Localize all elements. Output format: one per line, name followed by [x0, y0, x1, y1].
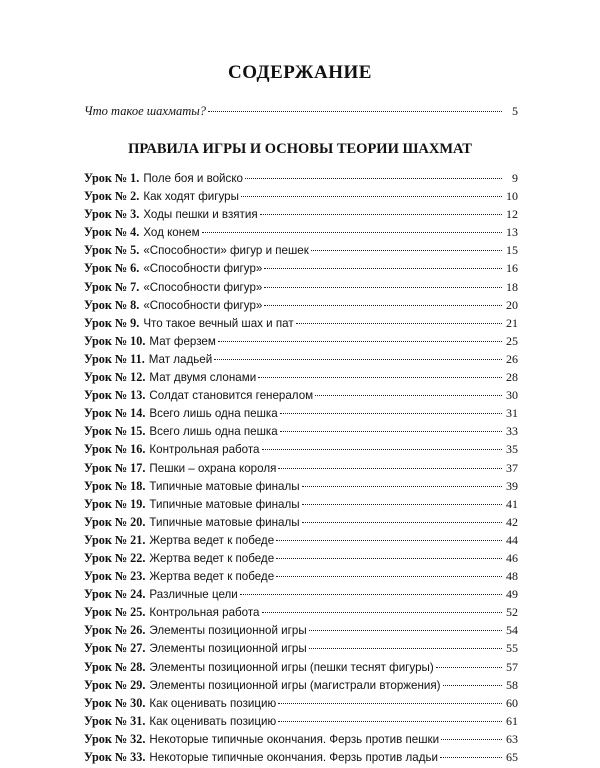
lesson-title: «Способности фигур»: [143, 298, 263, 312]
toc-entry[interactable]: [84, 352, 518, 370]
page-title: СОДЕРЖАНИЕ: [228, 62, 372, 83]
lesson-label: Урок № 18.: [84, 478, 146, 493]
dot-leader: [440, 757, 502, 758]
lesson-label: Урок № 5.: [84, 243, 140, 258]
lesson-title: Мат двумя слонами: [149, 371, 257, 385]
page-number: 52: [506, 605, 518, 620]
page-number: 39: [506, 478, 518, 493]
page-number: 48: [506, 569, 518, 584]
lesson-label: Урок № 7.: [84, 279, 140, 294]
toc-entry[interactable]: [84, 605, 518, 623]
toc-entry[interactable]: [84, 171, 518, 189]
page-number: 63: [506, 731, 518, 746]
lesson-title: Элементы позиционной игры: [149, 642, 307, 656]
page-number: 20: [506, 297, 518, 312]
lesson-label: Урок № 28.: [84, 659, 146, 674]
toc-entry[interactable]: [84, 551, 518, 569]
toc-entry[interactable]: [84, 497, 518, 515]
dot-leader: [315, 395, 502, 396]
dot-leader: [276, 558, 502, 559]
lesson-title: «Способности фигур»: [143, 262, 263, 276]
toc-entry[interactable]: [84, 261, 518, 279]
toc-entry[interactable]: [84, 370, 518, 388]
dot-leader: [218, 341, 502, 342]
toc-entry[interactable]: [84, 515, 518, 533]
lesson-label: Урок № 14.: [84, 406, 146, 421]
lesson-title: Элементы позиционной игры (магистрали вторжения): [149, 678, 441, 692]
lesson-title: Солдат становится генералом: [149, 389, 314, 403]
lesson-title: Ход конем: [143, 226, 200, 240]
lesson-title: Жертва ведет к победе: [149, 551, 275, 565]
lesson-title: Контрольная работа: [149, 606, 260, 620]
toc-entry[interactable]: [84, 714, 518, 732]
page-number: 55: [506, 641, 518, 656]
lesson-label: Урок № 10.: [84, 333, 146, 348]
lesson-label: Урок № 9.: [84, 315, 140, 330]
dot-leader: [278, 721, 502, 722]
page-number: 42: [506, 514, 518, 529]
dot-leader: [260, 214, 502, 215]
lesson-label: Урок № 31.: [84, 713, 146, 728]
dot-leader: [264, 287, 502, 288]
lesson-label: Урок № 24.: [84, 587, 146, 602]
toc-entry[interactable]: [84, 660, 518, 678]
dot-leader: [309, 648, 502, 649]
intro-entry-page: 5: [512, 104, 518, 118]
page-number: 21: [506, 315, 518, 330]
toc-entry[interactable]: [84, 316, 518, 334]
page-number: 60: [506, 695, 518, 710]
page-number: 41: [506, 496, 518, 511]
lesson-title: Некоторые типичные окончания. Ферзь против ладьи: [149, 751, 439, 764]
toc-entry[interactable]: [84, 750, 518, 768]
page-number: 16: [506, 261, 518, 276]
toc-entry[interactable]: [84, 189, 518, 207]
dot-leader: [436, 667, 502, 668]
lesson-label: Урок № 25.: [84, 605, 146, 620]
page-number: 33: [506, 424, 518, 439]
lesson-title: Различные цели: [149, 588, 238, 602]
page-number: 9: [512, 171, 518, 185]
toc-entry[interactable]: [84, 461, 518, 479]
toc-list: [84, 171, 518, 768]
dot-leader: [441, 739, 502, 740]
page-number: 61: [506, 713, 518, 728]
page-number: 12: [506, 207, 518, 222]
dot-leader: [214, 359, 502, 360]
lesson-title: «Способности» фигур и пешек: [143, 244, 309, 258]
toc-entry[interactable]: [84, 280, 518, 298]
lesson-title: «Способности фигур»: [143, 280, 263, 294]
dot-leader: [278, 468, 502, 469]
lesson-title: Жертва ведет к победе: [149, 570, 275, 584]
page-number: 10: [506, 189, 518, 204]
dot-leader: [264, 268, 502, 269]
lesson-title: Элементы позиционной игры: [149, 624, 307, 638]
lesson-label: Урок № 21.: [84, 532, 146, 547]
dot-leader: [302, 522, 502, 523]
page-number: 46: [506, 550, 518, 565]
dot-leader: [276, 576, 502, 577]
lesson-label: Урок № 4.: [84, 225, 140, 240]
toc-entry[interactable]: [84, 533, 518, 551]
lesson-label: Урок № 6.: [84, 261, 140, 276]
toc-entry[interactable]: [84, 678, 518, 696]
dot-leader: [280, 413, 502, 414]
lesson-title: Типичные матовые финалы: [149, 497, 300, 511]
lesson-title: Типичные матовые финалы: [149, 479, 300, 493]
page-number: 25: [506, 333, 518, 348]
toc-entry[interactable]: [84, 587, 518, 605]
lesson-label: Урок № 32.: [84, 731, 146, 746]
page-number: 26: [506, 351, 518, 366]
toc-entry[interactable]: [84, 207, 518, 225]
lesson-title: Некоторые типичные окончания. Ферзь против пешки: [149, 732, 440, 746]
lesson-title: Ходы пешки и взятия: [143, 208, 258, 222]
page-number: 37: [506, 460, 518, 475]
lesson-label: Урок № 22.: [84, 550, 146, 565]
lesson-label: Урок № 13.: [84, 388, 146, 403]
dot-leader: [264, 305, 502, 306]
toc-entry[interactable]: [84, 406, 518, 424]
lesson-label: Урок № 19.: [84, 496, 146, 511]
lesson-label: Урок № 17.: [84, 460, 146, 475]
dot-leader: [278, 703, 502, 704]
lesson-title: Элементы позиционной игры (пешки теснят фигуры): [149, 660, 434, 674]
page-number: 18: [506, 279, 518, 294]
section-title: ПРАВИЛА ИГРЫ И ОСНОВЫ ТЕОРИИ ШАХМАТ: [128, 141, 472, 157]
page-number: 13: [506, 225, 518, 240]
dot-leader: [241, 196, 502, 197]
intro-entry[interactable]: [84, 104, 518, 119]
toc-entry[interactable]: [84, 424, 518, 442]
intro-entry-title: Что такое шахматы?: [84, 104, 206, 118]
page-number: 28: [506, 370, 518, 385]
lesson-label: Урок № 1.: [84, 171, 140, 185]
toc-entry[interactable]: [84, 442, 518, 460]
dot-leader: [296, 323, 502, 324]
lesson-label: Урок № 2.: [84, 189, 140, 204]
dot-leader: [240, 594, 502, 595]
page-number: 15: [506, 243, 518, 258]
lesson-title: Пешки – охрана короля: [149, 461, 277, 475]
page-number: 54: [506, 623, 518, 638]
lesson-label: Урок № 26.: [84, 623, 146, 638]
lesson-title: Мат ферзем: [149, 334, 216, 348]
lesson-label: Урок № 8.: [84, 297, 140, 312]
lesson-title: Всего лишь одна пешка: [149, 425, 278, 439]
lesson-title: Всего лишь одна пешка: [149, 407, 278, 421]
lesson-title: Как оценивать позицию: [149, 714, 277, 728]
page-number: 35: [506, 442, 518, 457]
toc-entry[interactable]: [84, 388, 518, 406]
dot-leader: [262, 449, 503, 450]
lesson-label: Урок № 29.: [84, 677, 146, 692]
dot-leader: [280, 431, 502, 432]
toc-entry[interactable]: [84, 569, 518, 587]
lesson-title: Поле боя и войско: [143, 172, 243, 185]
lesson-title: Как оценивать позицию: [149, 696, 277, 710]
page-number: 49: [506, 587, 518, 602]
dot-leader: [443, 685, 502, 686]
page-number: 57: [506, 659, 518, 674]
toc-entry[interactable]: [84, 334, 518, 352]
lesson-label: Урок № 16.: [84, 442, 146, 457]
lesson-label: Урок № 23.: [84, 569, 146, 584]
dot-leader: [276, 540, 502, 541]
page-number: 65: [506, 750, 518, 764]
dot-leader: [309, 630, 502, 631]
lesson-label: Урок № 30.: [84, 695, 146, 710]
dot-leader: [258, 377, 502, 378]
toc-entry[interactable]: [84, 641, 518, 659]
lesson-label: Урок № 20.: [84, 514, 146, 529]
lesson-label: Урок № 11.: [84, 351, 145, 366]
lesson-label: Урок № 3.: [84, 207, 140, 222]
dot-leader: [302, 486, 502, 487]
lesson-title: Как ходят фигуры: [143, 190, 239, 204]
page-number: 30: [506, 388, 518, 403]
lesson-label: Урок № 27.: [84, 641, 146, 656]
page-number: 58: [506, 677, 518, 692]
dot-leader: [245, 178, 502, 179]
toc-entry[interactable]: [84, 732, 518, 750]
page-number: 31: [506, 406, 518, 421]
dot-leader: [262, 612, 503, 613]
dot-leader: [208, 111, 502, 112]
toc-entry[interactable]: [84, 298, 518, 316]
lesson-title: Контрольная работа: [149, 443, 260, 457]
toc-entry[interactable]: [84, 243, 518, 261]
dot-leader: [302, 504, 502, 505]
page-number: 44: [506, 532, 518, 547]
lesson-title: Типичные матовые финалы: [149, 515, 300, 529]
toc-entry[interactable]: [84, 623, 518, 641]
lesson-title: Мат ладьей: [148, 352, 213, 366]
lesson-title: Что такое вечный шах и пат: [143, 316, 294, 330]
lesson-label: Урок № 12.: [84, 370, 146, 385]
toc-entry[interactable]: [84, 696, 518, 714]
lesson-title: Жертва ведет к победе: [149, 533, 275, 547]
toc-entry[interactable]: [84, 479, 518, 497]
lesson-label: Урок № 33.: [84, 750, 146, 764]
dot-leader: [202, 232, 502, 233]
toc-entry[interactable]: [84, 225, 518, 243]
dot-leader: [311, 250, 502, 251]
lesson-label: Урок № 15.: [84, 424, 146, 439]
